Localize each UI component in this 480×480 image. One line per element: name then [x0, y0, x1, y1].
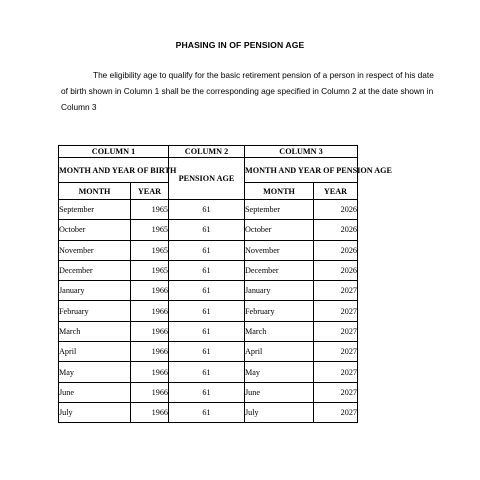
pension-year-cell: 2027 — [314, 342, 358, 362]
birth-year-header: YEAR — [131, 183, 169, 200]
table-body — [59, 200, 358, 423]
birth-year-cell: 1966 — [131, 321, 169, 341]
page-title: PHASING IN OF PENSION AGE — [175, 40, 305, 50]
birth-month-cell: April — [59, 342, 131, 362]
pension-month-cell: December — [245, 260, 314, 280]
birth-month-cell: November — [59, 240, 131, 260]
pension-age-cell: 61 — [169, 362, 245, 382]
birth-month-cell: October — [59, 220, 131, 240]
pension-year-cell: 2026 — [314, 260, 358, 280]
pension-month-cell: June — [245, 382, 314, 402]
pension-year-cell: 2027 — [314, 321, 358, 341]
birth-month-cell: December — [59, 260, 131, 280]
birth-year-cell: 1965 — [131, 200, 169, 220]
table-row — [59, 321, 358, 341]
birth-year-cell: 1966 — [131, 342, 169, 362]
pension-age-cell: 61 — [169, 281, 245, 301]
pension-month-cell: January — [245, 281, 314, 301]
table-row — [59, 281, 358, 301]
birth-year-cell: 1965 — [131, 240, 169, 260]
pension-month-year-header: MONTH AND YEAR OF PENSION AGE — [245, 158, 358, 183]
pension-month-header: MONTH — [245, 183, 314, 200]
table-row — [59, 260, 358, 280]
birth-month-cell: February — [59, 301, 131, 321]
pension-year-header: YEAR — [314, 183, 358, 200]
birth-year-cell: 1966 — [131, 402, 169, 422]
column-2-header: COLUMN 2 — [169, 146, 245, 158]
pension-year-cell: 2026 — [314, 240, 358, 260]
pension-year-cell: 2027 — [314, 382, 358, 402]
column-1-header: COLUMN 1 — [59, 146, 169, 158]
table-row — [59, 240, 358, 260]
pension-year-cell: 2027 — [314, 301, 358, 321]
pension-age-table — [58, 145, 393, 423]
birth-month-cell: January — [59, 281, 131, 301]
column-3-header: COLUMN 3 — [245, 146, 358, 158]
birth-month-cell: September — [59, 200, 131, 220]
pension-age-cell: 61 — [169, 382, 245, 402]
table-row — [59, 200, 358, 220]
birth-month-cell: June — [59, 382, 131, 402]
birth-year-cell: 1966 — [131, 362, 169, 382]
pension-month-cell: March — [245, 321, 314, 341]
pension-age-cell: 61 — [169, 240, 245, 260]
pension-age-cell: 61 — [169, 342, 245, 362]
birth-year-cell: 1966 — [131, 382, 169, 402]
pension-year-cell: 2027 — [314, 362, 358, 382]
birth-year-cell: 1966 — [131, 301, 169, 321]
pension-year-cell: 2027 — [314, 402, 358, 422]
birth-month-header: MONTH — [59, 183, 131, 200]
pension-year-cell: 2026 — [314, 200, 358, 220]
birth-month-cell: July — [59, 402, 131, 422]
pension-age-cell: 61 — [169, 402, 245, 422]
pension-age-cell: 61 — [169, 321, 245, 341]
birth-year-cell: 1965 — [131, 220, 169, 240]
pension-age-cell: 61 — [169, 260, 245, 280]
pension-month-cell: April — [245, 342, 314, 362]
pension-year-cell: 2026 — [314, 220, 358, 240]
pension-month-cell: September — [245, 200, 314, 220]
birth-year-cell: 1965 — [131, 260, 169, 280]
birth-month-cell: May — [59, 362, 131, 382]
pension-month-cell: May — [245, 362, 314, 382]
table-row — [59, 382, 358, 402]
pension-age-cell: 61 — [169, 200, 245, 220]
table-row — [59, 342, 358, 362]
pension-age-cell: 61 — [169, 301, 245, 321]
table-row — [59, 402, 358, 422]
birth-year-cell: 1966 — [131, 281, 169, 301]
pension-month-cell: February — [245, 301, 314, 321]
table-row — [59, 220, 358, 240]
birth-month-year-header: MONTH AND YEAR OF BIRTH — [59, 158, 169, 183]
birth-month-cell: March — [59, 321, 131, 341]
table-row — [59, 362, 358, 382]
pension-month-cell: October — [245, 220, 314, 240]
pension-month-cell: July — [245, 402, 314, 422]
table-row — [59, 301, 358, 321]
intro-paragraph: The eligibility age to qualify for the basic retirement pension of a person in respect of his date of birth shown in Column 1 shall be the corresponding age specified in Column 2 at the date shown in Column 3 — [61, 70, 434, 112]
pension-age-header: PENSION AGE — [169, 158, 245, 200]
pension-month-cell: November — [245, 240, 314, 260]
pension-age-cell: 61 — [169, 220, 245, 240]
pension-year-cell: 2027 — [314, 281, 358, 301]
